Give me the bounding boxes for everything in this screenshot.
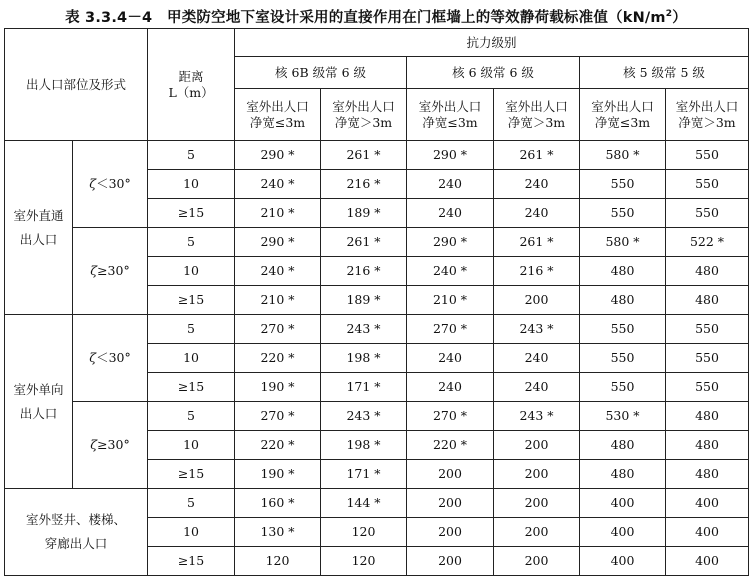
distance-cell: ≥15 bbox=[148, 460, 235, 489]
table-row bbox=[5, 228, 749, 257]
value-cell: 270 * bbox=[407, 315, 494, 344]
value-cell: 198 * bbox=[321, 431, 407, 460]
value-cell: 261 * bbox=[321, 141, 407, 170]
value-cell: 261 * bbox=[494, 141, 580, 170]
value-cell: 400 bbox=[666, 489, 749, 518]
value-cell: 240 * bbox=[235, 257, 321, 286]
distance-cell: 5 bbox=[148, 489, 235, 518]
value-cell: 550 bbox=[580, 344, 666, 373]
value-cell: 200 bbox=[494, 518, 580, 547]
value-cell: 480 bbox=[580, 431, 666, 460]
value-cell: 550 bbox=[580, 373, 666, 402]
value-cell: 480 bbox=[580, 257, 666, 286]
header-width-gt: 室外出人口 净宽＞3m bbox=[666, 89, 749, 141]
table-row bbox=[5, 489, 749, 518]
value-cell: 120 bbox=[235, 547, 321, 576]
distance-cell: 5 bbox=[148, 141, 235, 170]
value-cell: 240 bbox=[407, 199, 494, 228]
distance-cell: ≥15 bbox=[148, 199, 235, 228]
distance-cell: ≥15 bbox=[148, 286, 235, 315]
value-cell: 550 bbox=[666, 170, 749, 199]
header-resistance: 抗力级别 bbox=[235, 29, 749, 57]
value-cell: 550 bbox=[666, 199, 749, 228]
distance-cell: 5 bbox=[148, 402, 235, 431]
value-cell: 198 * bbox=[321, 344, 407, 373]
value-cell: 243 * bbox=[321, 315, 407, 344]
value-cell: 530 * bbox=[580, 402, 666, 431]
value-cell: 400 bbox=[666, 518, 749, 547]
value-cell: 240 bbox=[494, 344, 580, 373]
value-cell: 550 bbox=[580, 170, 666, 199]
value-cell: 240 * bbox=[407, 257, 494, 286]
value-cell: 200 bbox=[407, 489, 494, 518]
load-table bbox=[4, 28, 749, 576]
value-cell: 240 bbox=[494, 199, 580, 228]
value-cell: 171 * bbox=[321, 460, 407, 489]
value-cell: 200 bbox=[494, 489, 580, 518]
header-width-le: 室外出人口 净宽≤3m bbox=[407, 89, 494, 141]
table-row bbox=[5, 315, 749, 344]
header-level-6: 核 6 级常 6 级 bbox=[407, 57, 580, 89]
value-cell: 480 bbox=[666, 431, 749, 460]
value-cell: 220 * bbox=[407, 431, 494, 460]
value-cell: 480 bbox=[666, 460, 749, 489]
value-cell: 216 * bbox=[494, 257, 580, 286]
value-cell: 216 * bbox=[321, 257, 407, 286]
distance-cell: 5 bbox=[148, 315, 235, 344]
value-cell: 240 bbox=[494, 170, 580, 199]
value-cell: 243 * bbox=[321, 402, 407, 431]
value-cell: 550 bbox=[580, 199, 666, 228]
value-cell: 480 bbox=[580, 460, 666, 489]
value-cell: 200 bbox=[407, 547, 494, 576]
value-cell: 240 bbox=[494, 373, 580, 402]
value-cell: 200 bbox=[494, 547, 580, 576]
group-label: 室外竖井、楼梯、 穿廊出人口 bbox=[5, 489, 148, 576]
distance-cell: 10 bbox=[148, 170, 235, 199]
value-cell: 290 * bbox=[235, 228, 321, 257]
value-cell: 120 bbox=[321, 547, 407, 576]
header-distance: 距离 L（m） bbox=[148, 29, 235, 141]
value-cell: 210 * bbox=[235, 199, 321, 228]
group-label: 室外直通 出人口 bbox=[5, 141, 73, 315]
distance-cell: ≥15 bbox=[148, 547, 235, 576]
value-cell: 189 * bbox=[321, 199, 407, 228]
value-cell: 216 * bbox=[321, 170, 407, 199]
value-cell: 200 bbox=[494, 286, 580, 315]
value-cell: 400 bbox=[666, 547, 749, 576]
distance-cell: 10 bbox=[148, 344, 235, 373]
value-cell: 290 * bbox=[235, 141, 321, 170]
value-cell: 522 * bbox=[666, 228, 749, 257]
value-cell: 400 bbox=[580, 489, 666, 518]
value-cell: 550 bbox=[666, 344, 749, 373]
value-cell: 200 bbox=[407, 460, 494, 489]
header-location: 出人口部位及形式 bbox=[5, 29, 148, 141]
value-cell: 290 * bbox=[407, 141, 494, 170]
value-cell: 240 bbox=[407, 344, 494, 373]
value-cell: 144 * bbox=[321, 489, 407, 518]
value-cell: 240 * bbox=[235, 170, 321, 199]
value-cell: 200 bbox=[494, 460, 580, 489]
value-cell: 220 * bbox=[235, 431, 321, 460]
value-cell: 270 * bbox=[235, 402, 321, 431]
value-cell: 580 * bbox=[580, 228, 666, 257]
distance-cell: ≥15 bbox=[148, 373, 235, 402]
value-cell: 580 * bbox=[580, 141, 666, 170]
value-cell: 480 bbox=[666, 257, 749, 286]
value-cell: 190 * bbox=[235, 460, 321, 489]
value-cell: 190 * bbox=[235, 373, 321, 402]
value-cell: 480 bbox=[580, 286, 666, 315]
value-cell: 550 bbox=[580, 315, 666, 344]
value-cell: 189 * bbox=[321, 286, 407, 315]
value-cell: 400 bbox=[580, 518, 666, 547]
value-cell: 480 bbox=[666, 402, 749, 431]
table-title: 表 3.3.4－4 甲类防空地下室设计采用的直接作用在门框墙上的等效静荷载标准值$(kN/m^2)$ bbox=[65, 9, 687, 26]
value-cell: 243 * bbox=[494, 402, 580, 431]
value-cell: 200 bbox=[407, 518, 494, 547]
condition-label: ζ＜30° bbox=[73, 315, 148, 402]
value-cell: 261 * bbox=[321, 228, 407, 257]
value-cell: 210 * bbox=[407, 286, 494, 315]
header-width-gt: 室外出人口 净宽＞3m bbox=[321, 89, 407, 141]
condition-label: ζ＜30° bbox=[73, 141, 148, 228]
table-row bbox=[5, 141, 749, 170]
header-width-gt: 室外出人口 净宽＞3m bbox=[494, 89, 580, 141]
value-cell: 171 * bbox=[321, 373, 407, 402]
distance-cell: 10 bbox=[148, 431, 235, 460]
header-width-le: 室外出人口 净宽≤3m bbox=[235, 89, 321, 141]
header-width-le: 室外出人口 净宽≤3m bbox=[580, 89, 666, 141]
header-level-6b: 核 6B 级常 6 级 bbox=[235, 57, 407, 89]
value-cell: 243 * bbox=[494, 315, 580, 344]
header-level-5: 核 5 级常 5 级 bbox=[580, 57, 749, 89]
value-cell: 240 bbox=[407, 373, 494, 402]
condition-label: ζ≥30° bbox=[73, 402, 148, 489]
value-cell: 270 * bbox=[235, 315, 321, 344]
table-row bbox=[5, 402, 749, 431]
value-cell: 261 * bbox=[494, 228, 580, 257]
value-cell: 120 bbox=[321, 518, 407, 547]
distance-cell: 10 bbox=[148, 257, 235, 286]
value-cell: 550 bbox=[666, 373, 749, 402]
value-cell: 290 * bbox=[407, 228, 494, 257]
value-cell: 220 * bbox=[235, 344, 321, 373]
value-cell: 550 bbox=[666, 141, 749, 170]
condition-label: ζ≥30° bbox=[73, 228, 148, 315]
value-cell: 550 bbox=[666, 315, 749, 344]
value-cell: 160 * bbox=[235, 489, 321, 518]
value-cell: 270 * bbox=[407, 402, 494, 431]
distance-cell: 5 bbox=[148, 228, 235, 257]
value-cell: 240 bbox=[407, 170, 494, 199]
value-cell: 400 bbox=[580, 547, 666, 576]
value-cell: 210 * bbox=[235, 286, 321, 315]
group-label: 室外单向 出人口 bbox=[5, 315, 73, 489]
value-cell: 130 * bbox=[235, 518, 321, 547]
value-cell: 200 bbox=[494, 431, 580, 460]
value-cell: 480 bbox=[666, 286, 749, 315]
distance-cell: 10 bbox=[148, 518, 235, 547]
